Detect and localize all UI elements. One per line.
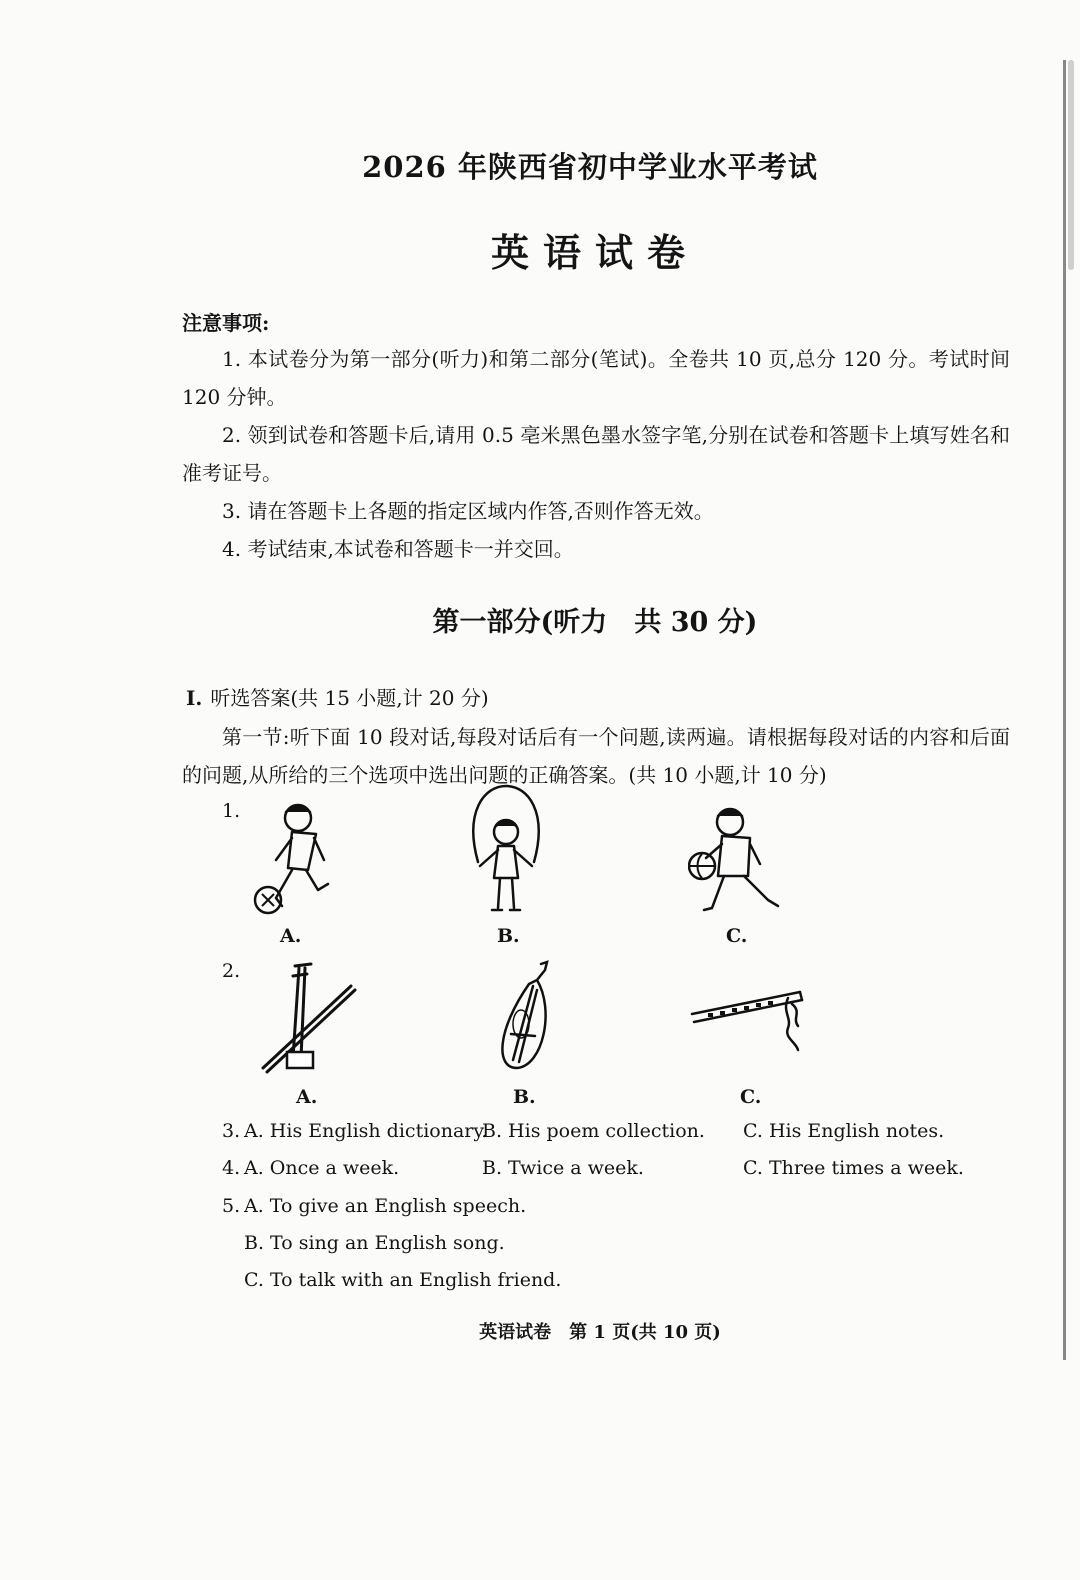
note-item: 2. 领到试卷和答题卡后,请用 0.5 亳米黑色墨水签字笔,分别在试卷和答题卡上填写姓名和准考证号。 bbox=[182, 423, 1010, 485]
question-number: 3. bbox=[222, 1120, 241, 1142]
boy-kicking-football-icon bbox=[246, 798, 341, 920]
option-letter: C. bbox=[726, 925, 748, 947]
question-number: 4. bbox=[222, 1157, 241, 1179]
note-item: 4. 考试结束,本试卷和答题卡一并交回。 bbox=[222, 537, 574, 561]
part-one-title: 第一部分(听力 共 30 分) bbox=[432, 607, 758, 638]
answer-option: C. Three times a week. bbox=[743, 1157, 964, 1179]
note-item: 3. 请在答题卡上各题的指定区域内作答,否则作答无效。 bbox=[222, 499, 714, 523]
answer-option: B. To sing an English song. bbox=[244, 1232, 505, 1254]
boy-playing-basketball-icon bbox=[688, 800, 788, 920]
exam-title: 2026 年陕西省初中学业水平考试 bbox=[362, 150, 818, 184]
option-letter: A. bbox=[296, 1086, 318, 1108]
subject-title: 英语试卷 bbox=[490, 230, 699, 275]
answer-option: C. To talk with an English friend. bbox=[244, 1269, 562, 1291]
erhu-icon bbox=[255, 962, 360, 1074]
boy-skipping-rope-icon bbox=[466, 782, 546, 920]
answer-option: B. His poem collection. bbox=[482, 1120, 705, 1142]
option-letter: B. bbox=[513, 1086, 536, 1108]
question-number: 2. bbox=[222, 960, 241, 982]
option-letter: A. bbox=[280, 925, 302, 947]
answer-option: C. His English notes. bbox=[743, 1120, 945, 1142]
option-letter: C. bbox=[740, 1086, 762, 1108]
section-title-text: 听选答案(共 15 小题,计 20 分) bbox=[210, 686, 489, 710]
page-footer: 英语试卷 第 1 页(共 10 页) bbox=[479, 1322, 721, 1343]
answer-option: A. His English dictionary. bbox=[244, 1120, 488, 1142]
section-one-title bbox=[186, 682, 489, 711]
notes-list bbox=[182, 340, 1010, 568]
pipa-icon bbox=[495, 960, 555, 1075]
section-one-description: 第一节:听下面 10 段对话,每段对话后有一个问题,读两遍。请根据每段对话的内容和后面的问题,从所给的三个选项中选出问题的正确答案。(共 10 小题,计 10 分) bbox=[182, 725, 1010, 787]
answer-option: B. Twice a week. bbox=[482, 1157, 644, 1179]
option-letter: B. bbox=[497, 925, 520, 947]
question-number: 5. bbox=[222, 1195, 241, 1217]
section-number: Ⅰ. bbox=[186, 686, 203, 710]
notes-heading: 注意事项: bbox=[182, 311, 270, 335]
answer-option: A. Once a week. bbox=[244, 1157, 400, 1179]
question-number: 1. bbox=[222, 800, 241, 822]
note-item: 1. 本试卷分为第一部分(听力)和第二部分(笔试)。全卷共 10 页,总分 120 分。考试时间 120 分钟。 bbox=[182, 347, 1010, 409]
answer-option: A. To give an English speech. bbox=[244, 1195, 527, 1217]
bamboo-flute-icon bbox=[688, 982, 813, 1057]
